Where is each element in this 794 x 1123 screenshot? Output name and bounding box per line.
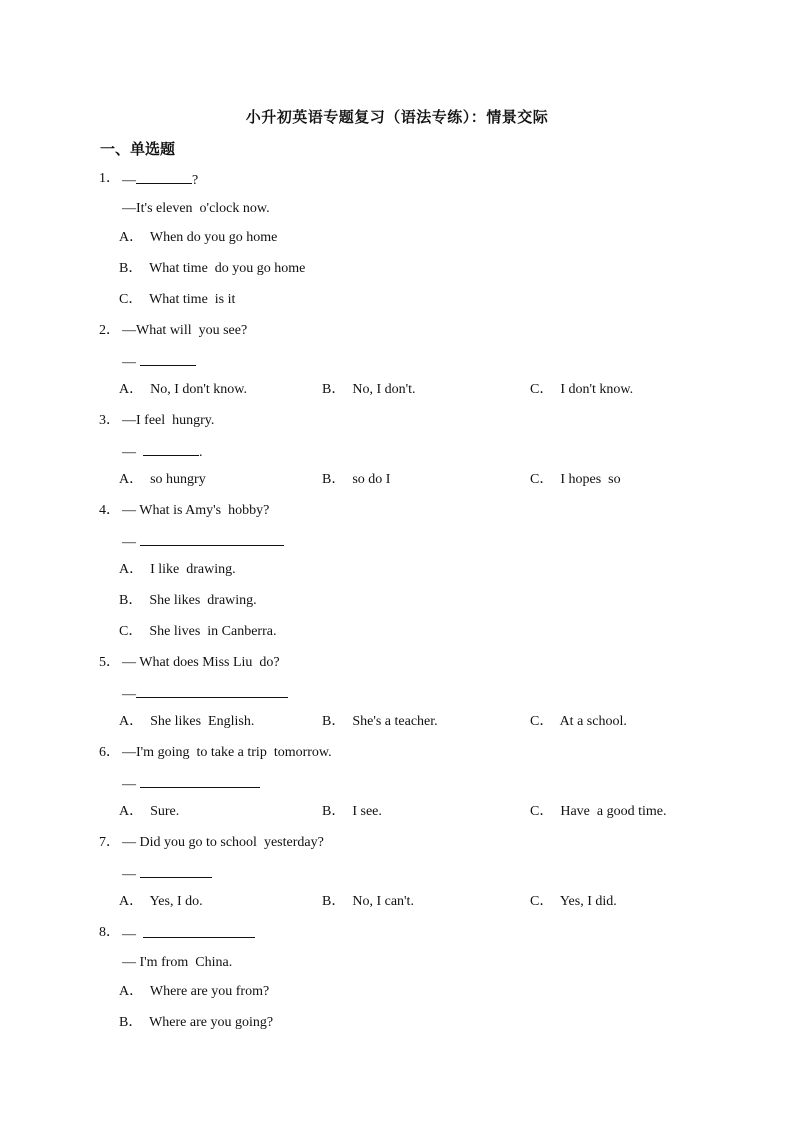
question-number: 8． (99, 925, 120, 940)
option-b[interactable]: B． What time do you go home (119, 261, 306, 276)
option-a[interactable]: A． No, I don't know. (119, 382, 247, 397)
answer-blank (140, 864, 212, 878)
question-stem: —I feel hungry. (122, 413, 215, 428)
option-a[interactable]: A． Sure. (119, 804, 180, 819)
question-number: 5． (99, 655, 120, 670)
question-number: 4． (99, 503, 120, 518)
answer-blank (140, 532, 284, 546)
question-stem: — What is Amy's hobby? (122, 503, 270, 518)
option-b[interactable]: B． I see. (322, 804, 382, 819)
option-b[interactable]: B． No, I don't. (322, 382, 416, 397)
answer-blank (136, 170, 192, 184)
question-number: 6． (99, 745, 120, 760)
question-stem: — What does Miss Liu do? (122, 655, 280, 670)
answer-blank (143, 924, 255, 938)
question-number: 1． (99, 171, 120, 186)
question-response: — (122, 684, 288, 702)
question-number: 3． (99, 413, 120, 428)
answer-blank (143, 442, 199, 456)
option-c[interactable]: C． She lives in Canberra. (119, 624, 277, 639)
question-stem: —I'm going to take a trip tomorrow. (122, 745, 332, 760)
option-b[interactable]: B． so do I (322, 472, 391, 487)
question-response: — (122, 352, 196, 370)
option-a[interactable]: A． so hungry (119, 472, 206, 487)
question-number: 7． (99, 835, 120, 850)
question-response: — (122, 774, 260, 792)
question-stem: — ? (122, 170, 198, 188)
answer-blank (140, 774, 260, 788)
question-number: 2． (99, 323, 120, 338)
question-stem: — Did you go to school yesterday? (122, 835, 324, 850)
question-response: —It's eleven o'clock now. (122, 201, 270, 216)
option-b[interactable]: B． Where are you going? (119, 1015, 274, 1030)
option-b[interactable]: B． No, I can't. (322, 894, 414, 909)
option-c[interactable]: C． I hopes so (530, 472, 621, 487)
document-title: 小升初英语专题复习（语法专练）：情景交际 (245, 108, 549, 126)
answer-blank (140, 352, 196, 366)
answer-blank (136, 684, 288, 698)
question-response: — I'm from China. (122, 955, 233, 970)
option-c[interactable]: C． I don't know. (530, 382, 634, 397)
question-response: — (122, 864, 212, 882)
question-stem: —What will you see? (122, 323, 248, 338)
option-a[interactable]: A． When do you go home (119, 230, 278, 245)
question-response: — . (122, 442, 203, 460)
option-a[interactable]: A． Where are you from? (119, 984, 270, 999)
question-response: — (122, 532, 284, 550)
option-c[interactable]: C． What time is it (119, 292, 236, 307)
option-a[interactable]: A． She likes English. (119, 714, 255, 729)
question-stem: — (122, 924, 255, 942)
option-c[interactable]: C． Yes, I did. (530, 894, 617, 909)
option-b[interactable]: B． She's a teacher. (322, 714, 438, 729)
option-a[interactable]: A． Yes, I do. (119, 894, 203, 909)
section-heading: 一、单选题 (100, 140, 176, 158)
option-b[interactable]: B． She likes drawing. (119, 593, 257, 608)
option-c[interactable]: C． Have a good time. (530, 804, 667, 819)
option-a[interactable]: A． I like drawing. (119, 562, 236, 577)
option-c[interactable]: C． At a school. (530, 714, 627, 729)
